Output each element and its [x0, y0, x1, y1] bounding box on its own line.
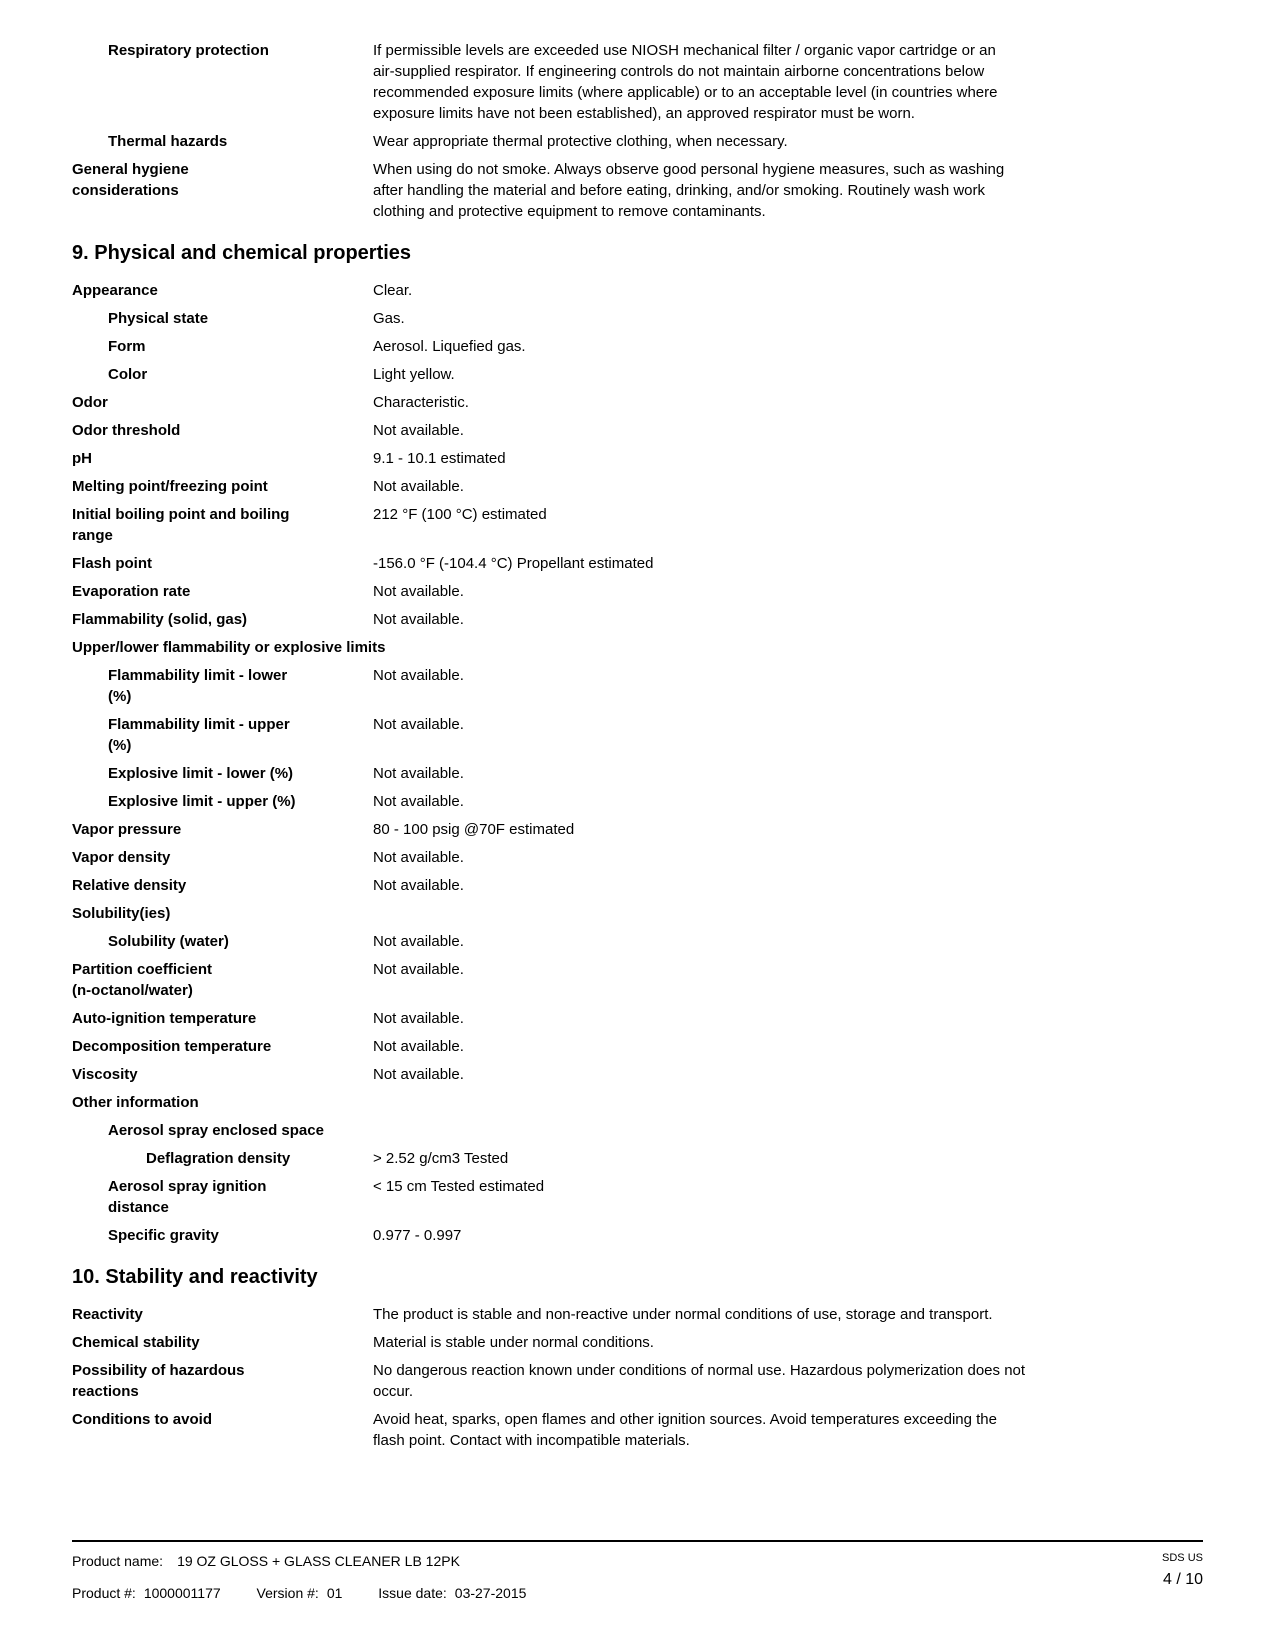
property-label: Form [108, 338, 146, 355]
property-label: Deflagration density [146, 1150, 291, 1167]
product-number-group [72, 1585, 225, 1601]
property-value: Not available. [373, 961, 464, 978]
property-value: Not available. [373, 1010, 464, 1027]
property-row [72, 159, 1203, 222]
property-value [385, 637, 1130, 658]
property-value: Not available. [373, 793, 464, 810]
property-label: Flammability limit - lower (%) [108, 667, 288, 705]
property-row [72, 1360, 1203, 1402]
property-row [72, 476, 1203, 497]
property-label: pH [72, 450, 92, 467]
product-meta-row [72, 1583, 558, 1603]
property-value: No dangerous reaction known under conditions of normal use. Hazardous polymerization does not occur. [373, 1362, 1026, 1400]
property-label: Partition coefficient (n-octanol/water) [72, 961, 213, 999]
footer-page-info [1162, 1551, 1203, 1591]
property-label: Physical state [108, 310, 209, 327]
property-value [324, 1120, 1069, 1141]
property-label: Chemical stability [72, 1334, 200, 1351]
property-value: 80 - 100 psig @70F estimated [373, 821, 575, 838]
property-label: Vapor pressure [72, 821, 182, 838]
property-row [72, 1332, 1203, 1353]
property-label: Thermal hazards [108, 133, 228, 150]
property-row [72, 791, 1203, 812]
property-value: Not available. [373, 1038, 464, 1055]
property-value [199, 1092, 944, 1113]
page-footer [72, 1540, 1203, 1603]
property-value: Material is stable under normal conditions. [373, 1334, 654, 1351]
property-label: Flammability (solid, gas) [72, 611, 248, 628]
property-value: Not available. [373, 422, 464, 439]
property-row [72, 1120, 1203, 1141]
property-row [72, 847, 1203, 868]
property-label: Upper/lower flammability or explosive limits [72, 639, 386, 656]
property-value: When using do not smoke. Always observe good personal hygiene measures, such as washing after handling the material and before eating, drinking, and/or smoking. Routinely wash work clothing and protective equipment to remove contaminants. [373, 161, 1005, 220]
property-value: Not available. [373, 849, 464, 866]
property-label: Possibility of hazardous reactions [72, 1362, 245, 1400]
property-row [72, 364, 1203, 385]
property-label: Odor threshold [72, 422, 181, 439]
property-label: Viscosity [72, 1066, 138, 1083]
section-heading: 10. Stability and reactivity [72, 1266, 318, 1288]
property-value: Clear. [373, 282, 413, 299]
property-label: Reactivity [72, 1306, 143, 1323]
property-row [72, 1064, 1203, 1085]
property-row [72, 420, 1203, 441]
property-label: Decomposition temperature [72, 1038, 272, 1055]
property-row [72, 336, 1203, 357]
property-row [72, 609, 1203, 630]
property-label: Explosive limit - lower (%) [108, 765, 294, 782]
property-value: Not available. [373, 933, 464, 950]
property-label: Initial boiling point and boiling range [72, 506, 290, 544]
issue-date-value: 03-27-2015 [454, 1585, 527, 1601]
property-label: Solubility (water) [108, 933, 229, 950]
property-label: Relative density [72, 877, 187, 894]
property-value: 212 °F (100 °C) estimated [373, 506, 547, 523]
product-name-label: Product name: [72, 1553, 164, 1569]
product-name-value: 19 OZ GLOSS + GLASS CLEANER LB 12PK [177, 1553, 460, 1569]
property-label: Evaporation rate [72, 583, 191, 600]
property-label: Appearance [72, 282, 158, 299]
product-number-value: 1000001177 [143, 1585, 221, 1601]
property-row [72, 665, 1203, 707]
section-heading: 9. Physical and chemical properties [72, 242, 412, 264]
property-row [72, 1148, 1203, 1169]
property-value: > 2.52 g/cm3 Tested [373, 1150, 509, 1167]
property-label: Aerosol spray enclosed space [108, 1122, 324, 1139]
property-label: Auto-ignition temperature [72, 1010, 257, 1027]
property-row [72, 392, 1203, 413]
property-label: Odor [72, 394, 108, 411]
property-value: Not available. [373, 667, 464, 684]
property-row [72, 763, 1203, 784]
property-value: The product is stable and non-reactive under normal conditions of use, storage and transport. [373, 1306, 993, 1323]
property-row [72, 931, 1203, 952]
property-value: Not available. [373, 877, 464, 894]
property-value: Gas. [373, 310, 405, 327]
property-row [72, 448, 1203, 469]
property-label: Conditions to avoid [72, 1411, 212, 1428]
property-row [72, 1092, 1203, 1113]
property-value: Not available. [373, 716, 464, 733]
property-value: 0.977 - 0.997 [373, 1227, 462, 1244]
property-row [72, 1008, 1203, 1029]
property-label: Vapor density [72, 849, 171, 866]
property-value: -156.0 °F (-104.4 °C) Propellant estimated [373, 555, 654, 572]
property-value: Characteristic. [373, 394, 469, 411]
property-row [72, 40, 1203, 124]
property-label: Specific gravity [108, 1227, 219, 1244]
property-value: Aerosol. Liquefied gas. [373, 338, 526, 355]
property-value: Not available. [373, 765, 464, 782]
property-row [72, 1036, 1203, 1057]
property-value: Not available. [373, 611, 464, 628]
property-label: General hygiene considerations [72, 161, 189, 199]
property-label: Explosive limit - upper (%) [108, 793, 296, 810]
property-label: Aerosol spray ignition distance [108, 1178, 267, 1216]
property-row [72, 1304, 1203, 1325]
property-label: Melting point/freezing point [72, 478, 268, 495]
property-row [72, 959, 1203, 1001]
property-value: Not available. [373, 1066, 464, 1083]
property-row [72, 1409, 1203, 1451]
property-row [72, 581, 1203, 602]
property-value: 9.1 - 10.1 estimated [373, 450, 506, 467]
property-row [72, 553, 1203, 574]
property-label: Flammability limit - upper (%) [108, 716, 290, 754]
property-label: Other information [72, 1094, 199, 1111]
property-row [72, 1225, 1203, 1246]
property-row [72, 875, 1203, 896]
issue-date-group [378, 1585, 526, 1601]
footer-product-info [72, 1551, 558, 1603]
property-row [72, 280, 1203, 301]
property-value: Avoid heat, sparks, open flames and other ignition sources. Avoid temperatures exceeding the flash point. Contact with incompatible materials. [373, 1411, 997, 1449]
property-value: Wear appropriate thermal protective clothing, when necessary. [373, 133, 788, 150]
version-value: 01 [326, 1585, 343, 1601]
property-value: < 15 cm Tested estimated [373, 1178, 545, 1195]
property-row [72, 131, 1203, 152]
property-row [72, 308, 1203, 329]
version-label: Version #: [256, 1585, 319, 1601]
property-row [72, 903, 1203, 924]
property-row [72, 637, 1203, 658]
property-row [72, 714, 1203, 756]
property-label: Solubility(ies) [72, 905, 171, 922]
property-label: Color [108, 366, 148, 383]
property-value: Light yellow. [373, 366, 455, 383]
property-row [72, 1176, 1203, 1218]
property-label: Flash point [72, 555, 152, 572]
property-value: Not available. [373, 583, 464, 600]
product-name-row [72, 1551, 558, 1571]
sds-region-label: SDS US [1162, 1552, 1203, 1564]
issue-date-label: Issue date: [378, 1585, 447, 1601]
property-value: Not available. [373, 478, 464, 495]
property-row [72, 819, 1203, 840]
property-row [72, 504, 1203, 546]
document-body [72, 40, 1203, 1451]
version-group [257, 1585, 347, 1601]
property-value: If permissible levels are exceeded use NIOSH mechanical filter / organic vapor cartridge or an air-supplied respirator. If engineering controls do not maintain airborne concentrations below recommended exposure limits (where applicable) or to an acceptable level (in countries where exposure limits have not been established), an approved respirator must be worn. [373, 42, 998, 122]
page-number: 4 / 10 [1162, 1571, 1203, 1588]
product-number-label: Product #: [72, 1585, 136, 1601]
property-value [170, 903, 915, 924]
property-label: Respiratory protection [108, 42, 269, 59]
